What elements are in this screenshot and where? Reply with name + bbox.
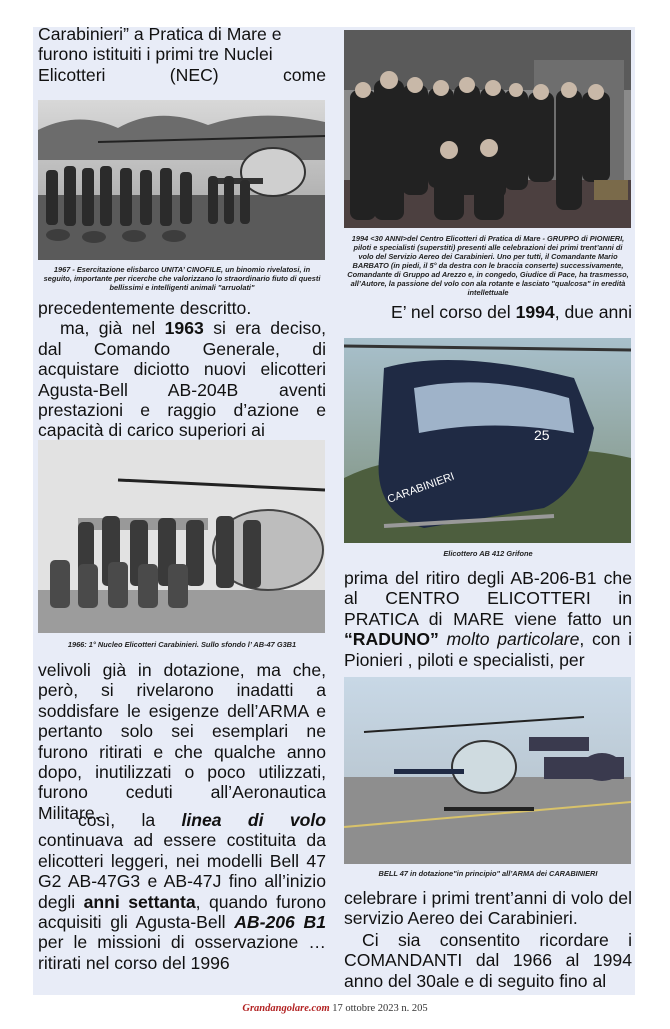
text-run: continuava ad essere costituita da elicotteri leggeri, nei modelli Bell 47 G2 AB-47G3 e AB-47J fino all’inizio degli (38, 830, 326, 912)
right-paragraph-1 (344, 302, 632, 322)
left-top-text (38, 24, 326, 85)
text-run: si era deciso, dal Comando Generale, di acquistare diciotto nuovi elicotteri Agusta-Bell AB-204B aventi prestazioni e raggio d’azione e capacità di carico superiori ai (38, 318, 327, 441)
text-run: per le missioni di osservazione …ritirati nel corso del 1996 (38, 932, 326, 973)
text-run: ma, già nel (60, 318, 165, 339)
photo-1967-caption: 1967 - Esercitazione elisbarco UNITA’ CINOFILE, un binomio rivelatosi, in seguito, importante per ricerche che valorizzano lo straordinario fiuto di questi bellissimi e intelligenti animali "arruolati" (43, 265, 321, 292)
photo-bell47-caption: BELL 47 in dotazione"in principio" all’ARMA dei CARABINIERI (378, 869, 598, 878)
photo-1966-nucleo (38, 440, 325, 633)
text-line: furono istituiti i primi tre Nuclei (38, 44, 273, 65)
heli-number: 25 (534, 427, 550, 443)
photo-ab412-caption: Elicottero AB 412 Grifone (443, 549, 533, 558)
photo-1994-caption: 1994 <30 ANNI>del Centro Elicotteri di Pratica di Mare - GRUPPO di PIONIERI, piloti e specialisti (superstiti) presenti alle celebrazioni dei primi trent’anni di volo del Servizio Aereo dei Carabinieri. Uno per tutti, il Comandante Mario BARBATO (in piedi, il 5° da destra con le braccia conserte) successivamente, Comandante di Gruppo ad Arezzo e, in congedo, Giudice di Pace, ha trasmesso, all’Autore, la passione del volo con ala rotante e lasciato "qualcosa" in eredità intellettuale (347, 234, 629, 297)
photo-1966-caption: 1966: 1° Nucleo Elicotteri Carabinieri. Sullo sfondo l’ AB-47 G3B1 (67, 640, 297, 649)
photo-1967-cinofile (38, 100, 325, 260)
text-line: Carabinieri” a Pratica di Mare e (38, 24, 282, 44)
text-run: , due anni (554, 302, 632, 322)
photo-ab412-grifone (344, 338, 631, 543)
year-1963: 1963 (164, 318, 204, 339)
ab206-b1: AB-206 B1 (234, 912, 326, 933)
text-run: E’ nel corso del (391, 302, 516, 322)
right-paragraph-4 (344, 930, 632, 991)
word: (NEC) (169, 64, 219, 85)
raduno: “RADUNO” (344, 629, 439, 650)
word: come (282, 64, 326, 85)
footer-info: 17 ottobre 2023 n. 205 (329, 1003, 428, 1014)
text-run: , con i Pionieri , piloti e specialisti, per (344, 629, 632, 670)
text-run: prima del ritiro degli AB-206-B1 che al CENTRO ELICOTTERI in PRATICA di MARE viene fatto un (344, 568, 632, 629)
heli-tail-text: CARABINIERI (385, 470, 457, 506)
text-run: Ci sia consentito ricordare i COMANDANTI dal 1966 al 1994 anno del 30ale e di seguito fino al (344, 930, 632, 991)
photo-bell47 (344, 677, 631, 864)
footer-brand-link[interactable]: Grandangolare.com (242, 1003, 330, 1014)
photo-1994-pionieri (344, 30, 631, 228)
left-paragraph-2: velivoli già in dotazione, ma che, però, si rivelarono inadatti a soddisfare le esigenze dell’ARMA e pertanto solo sei esemplari ne furono ritirati e che qualche anno dopo, inutilizzati o poco utilizzati, furono ceduti all’Aeronautica Militare. (38, 660, 326, 823)
right-paragraph-3: celebrare i primi trent’anni di volo del servizio Aereo dei Carabinieri. (344, 888, 632, 929)
linea-di-volo: linea di volo (181, 810, 327, 830)
left-paragraph-1 (38, 298, 326, 441)
word: Elicotteri (38, 64, 106, 85)
text-run: così, la (78, 810, 182, 830)
anni-settanta: anni settanta (83, 891, 196, 912)
footer (0, 1003, 670, 1014)
right-paragraph-2 (344, 568, 632, 670)
text-line-justified (38, 65, 326, 85)
text-line: precedentemente descritto. (38, 298, 252, 318)
molto-particolare: molto particolare (438, 629, 580, 650)
left-paragraph-3 (38, 810, 326, 973)
text-run: , quando furono acquisiti gli Agusta-Bell (38, 891, 327, 933)
year-1994: 1994 (515, 302, 555, 322)
